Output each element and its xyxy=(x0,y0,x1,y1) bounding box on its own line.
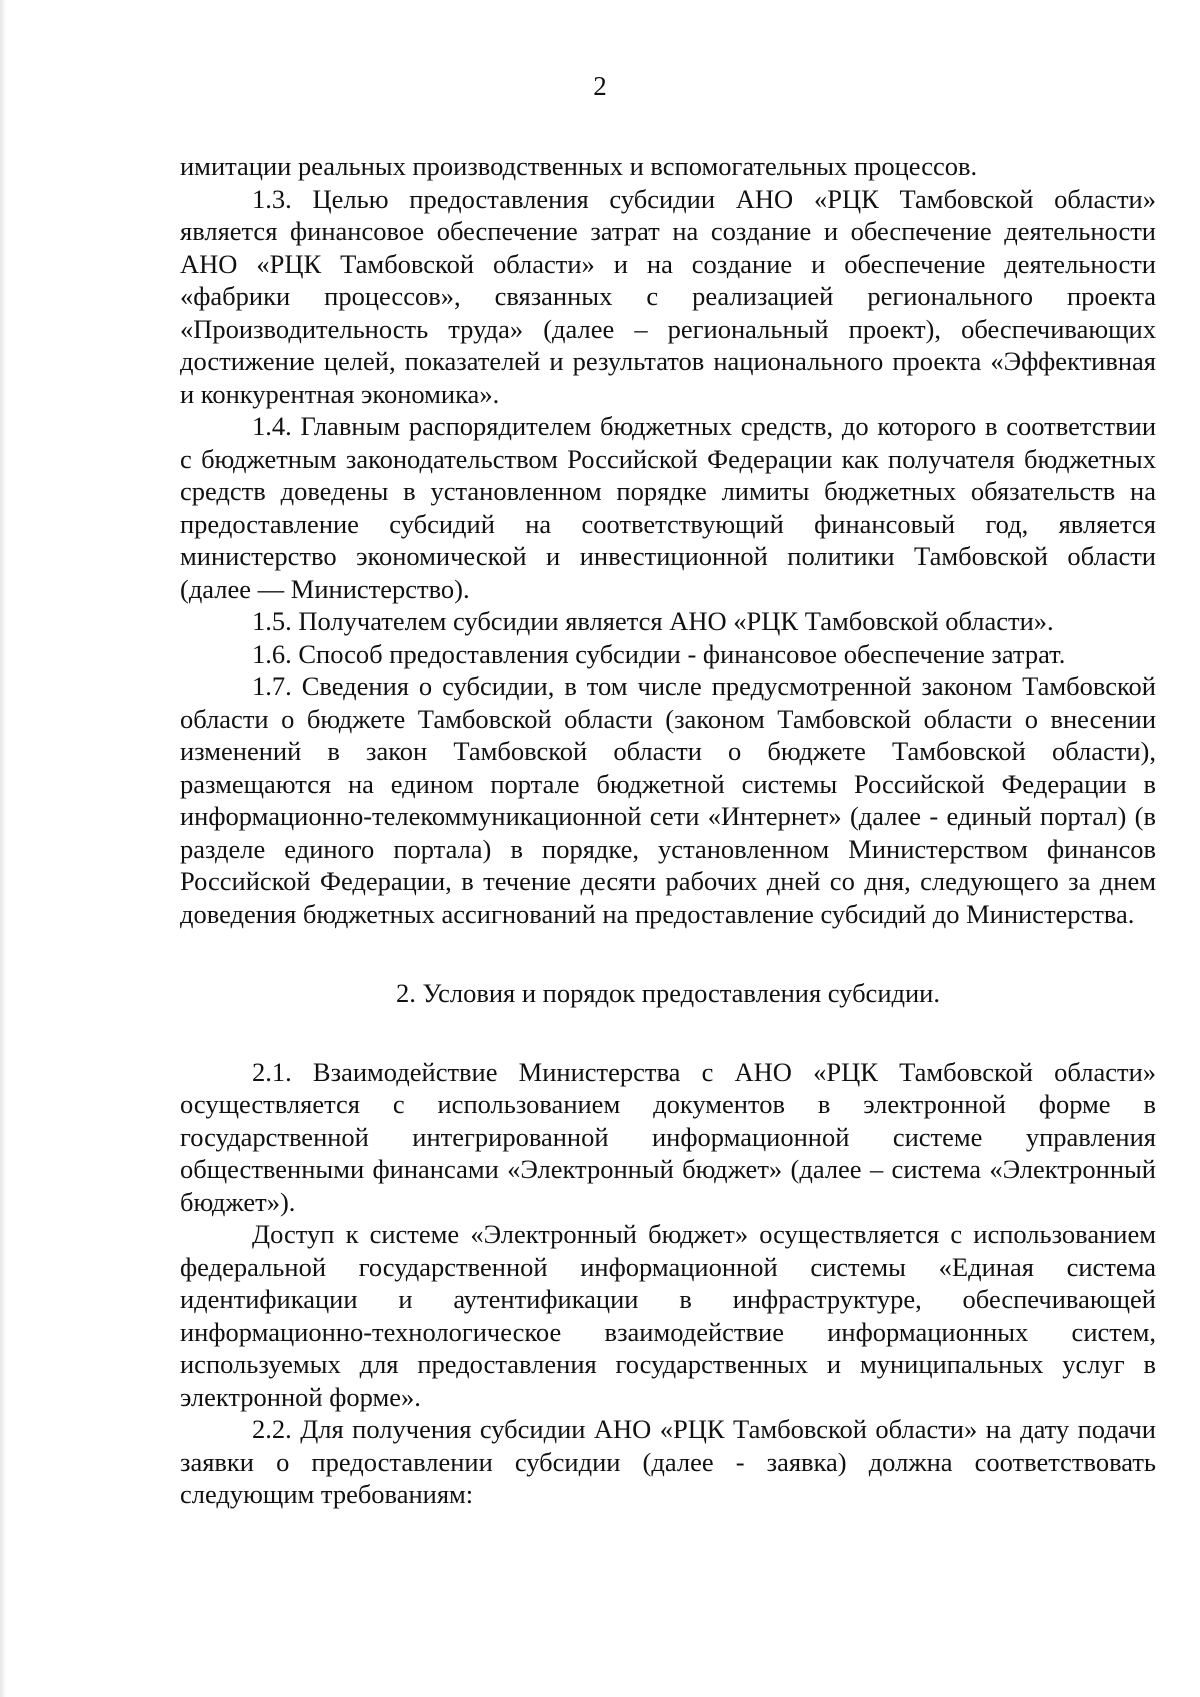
paragraph-2-1: 2.1. Взаимодействие Министерства с АНО «РЦК Тамбовской области» осуществляется с использованием документов в электронной форме в государственной интегрированной информационной системе управления общественными финансами «Электронный бюджет» (далее – система «Электронный бюджет»). xyxy=(180,1056,1156,1217)
paragraph-1-6: 1.6. Способ предоставления субсидии - финансовое обеспечение затрат. xyxy=(252,638,1066,669)
paragraph-1-5: 1.5. Получателем субсидии является АНО «РЦК Тамбовской области». xyxy=(252,606,1054,636)
paragraph-2-1-access: Доступ к системе «Электронный бюджет» осуществляется с использованием федеральной государственной информационной системы «Единая система идентификации и аутентификации в инфраструктуре, обеспечивающей информационно-технологическое взаимодействие информационных систем, используемых для предоставления государственных и муниципальных услуг в электронной форме». xyxy=(180,1219,1156,1412)
paragraph-1-3: 1.3. Целью предоставления субсидии АНО «РЦК Тамбовской области» является финансовое обеспечение затрат на создание и обеспечение деятельности АНО «РЦК Тамбовской области» и на создание и обеспечение деятельности «фабрики процессов», связанных с реализацией регионального проекта «Производительность труда» (далее – региональный проект), обеспечивающих достижение целей, показателей и результатов национального проекта «Эффективная и конкурентная экономика». xyxy=(180,183,1156,409)
paragraph-1-4: 1.4. Главным распорядителем бюджетных средств, до которого в соответствии с бюджетным законодательством Российской Федерации как получателя бюджетных средств доведены в установленном порядке лимиты бюджетных обязательств на предоставление субсидий на соответствующий финансовый год, является министерство экономической и инвестиционной политики Тамбовской области (далее — Министерство). xyxy=(180,411,1156,604)
paragraph-1-7: 1.7. Сведения о субсидии, в том числе предусмотренной законом Тамбовской области о бюджете Тамбовской области (законом Тамбовской области о внесении изменений в закон Тамбовской области о бюджете Тамбовской области), размещаются на едином портале бюджетной системы Российской Федерации в информационно-телекоммуникационной сети «Интернет» (далее - единый портал) (в разделе единого портала) в порядке, установленном Министерством финансов Российской Федерации, в течение десяти рабочих дней со дня, следующего за днем доведения бюджетных ассигнований на предоставление субсидий до Министерства. xyxy=(180,671,1156,929)
paragraph-continuation: имитации реальных производственных и вспомогательных процессов. xyxy=(180,151,978,181)
page-number: 2 xyxy=(593,71,607,101)
document-body xyxy=(180,150,1156,1511)
section-heading-2: 2. Условия и порядок предоставления субсидии. xyxy=(396,978,940,1008)
scan-edge-shadow xyxy=(0,0,6,1697)
paragraph-2-2: 2.2. Для получения субсидии АНО «РЦК Тамбовской области» на дату подачи заявки о предоставлении субсидии (далее - заявка) должна соответствовать следующим требованиям: xyxy=(180,1414,1156,1509)
